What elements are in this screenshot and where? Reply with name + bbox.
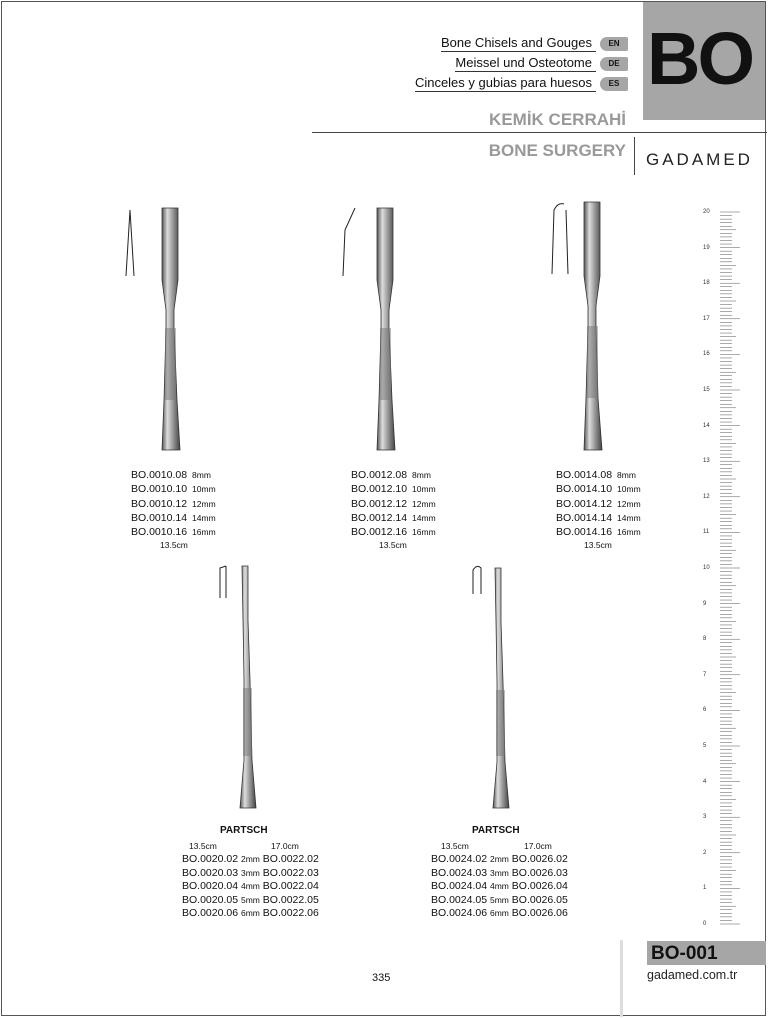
product-size: 4mm [489,881,509,892]
product-list-gouge [556,468,641,539]
section-code: BO [647,17,752,100]
product-code: BO.0014.10 [556,483,613,496]
product-row [131,482,216,496]
product-row [351,468,436,482]
product-list-chisel-straight [131,468,216,539]
product-row [431,867,568,881]
product-code: BO.0010.16 [131,526,188,539]
ruler-label: 6 [703,707,707,714]
product-row [556,497,641,511]
product-row [131,497,216,511]
column-length-1: 13.5cm [441,841,469,851]
product-size: 14mm [412,512,436,523]
product-size: 16mm [192,527,216,538]
ruler-label: 10 [703,565,710,571]
product-code: BO.0012.16 [351,526,408,539]
ruler-label: 11 [703,529,710,536]
product-code: BO.0012.08 [351,469,408,481]
title-de: Meissel und Osteotome [455,55,596,72]
product-size: 10mm [412,484,436,495]
column-length-2: 17.0cm [524,841,552,851]
product-size: 10mm [617,484,641,495]
product-code: BO.0010.12 [131,497,188,510]
product-code: BO.0022.06 [262,907,319,920]
lang-tag-de: DE [600,57,628,71]
ruler-label: 20 [703,209,710,215]
partsch-gouge-illustration [465,562,525,817]
category-turkish: KEMİK CERRAHİ [489,110,626,129]
product-row [556,511,641,525]
ruler-label: 19 [703,244,710,251]
product-code: BO.0026.05 [511,893,568,906]
product-row [182,894,319,908]
product-code: BO.0020.02 [182,853,239,865]
website-link[interactable]: gadamed.com.tr [647,968,738,982]
product-size: 10mm [192,484,216,495]
product-code: BO.0026.06 [511,907,568,920]
product-code: BO.0014.14 [556,511,613,524]
ruler-label: 5 [703,743,707,749]
product-code: BO.0022.02 [262,853,319,865]
lang-tag-en: EN [600,37,628,51]
product-code: BO.0024.05 [431,893,488,906]
product-row [131,468,216,482]
product-code: BO.0012.10 [351,483,408,496]
title-en: Bone Chisels and Gouges [441,35,596,52]
ruler-label: 12 [703,493,710,500]
product-size: 14mm [617,512,641,523]
product-row [182,907,319,921]
product-row [556,482,641,496]
product-size: 6mm [489,908,509,919]
product-row [351,497,436,511]
product-row [182,867,319,881]
product-code: BO.0026.04 [511,880,568,893]
product-size: 3mm [240,867,260,878]
product-row [131,511,216,525]
product-code: BO.0026.02 [511,853,568,865]
product-row [556,468,641,482]
measurement-ruler [703,206,740,930]
product-size: 5mm [240,894,260,905]
product-size: 16mm [412,527,436,538]
ruler-label: 0 [703,921,707,927]
ruler-label: 9 [703,600,707,607]
ruler-label: 7 [703,671,707,678]
product-code: BO.0024.03 [431,866,488,879]
product-code: BO.0010.08 [131,469,188,481]
product-row [431,894,568,908]
product-size: 8mm [192,470,211,480]
brand-divider [634,137,635,175]
ruler-label: 4 [703,778,707,785]
product-row [182,880,319,894]
ruler-label: 16 [703,351,710,358]
ruler-label: 17 [703,315,710,322]
product-row [351,511,436,525]
product-code: BO.0020.06 [182,907,239,920]
product-length: 13.5cm [160,540,188,550]
ruler-ticks [710,206,740,930]
product-size: 2mm [489,854,509,864]
product-name: PARTSCH [472,825,520,836]
catalog-code: BO-001 [647,941,766,965]
product-size: 2mm [240,854,260,864]
ruler-label: 1 [703,885,707,892]
product-size: 5mm [489,894,509,905]
product-name: PARTSCH [220,825,268,836]
product-code: BO.0012.12 [351,497,408,510]
ruler-label: 14 [703,422,710,429]
product-size: 6mm [240,908,260,919]
product-code: BO.0014.08 [556,469,613,481]
title-de-row [455,55,628,72]
ruler-label: 13 [703,458,710,465]
product-size: 16mm [617,527,641,538]
lang-tag-es: ES [600,77,628,91]
product-size: 14mm [192,512,216,523]
product-code: BO.0024.04 [431,880,488,893]
ruler-label: 3 [703,814,707,821]
product-size: 3mm [489,867,509,878]
product-size: 12mm [192,498,216,509]
product-row [431,907,568,921]
ruler-label: 8 [703,636,707,643]
product-length: 13.5cm [379,540,407,550]
product-length: 13.5cm [584,540,612,550]
product-code: BO.0014.12 [556,497,613,510]
product-code: BO.0022.04 [262,880,319,893]
product-row [431,853,568,867]
title-es-row [415,75,628,92]
ruler-label: 15 [703,387,710,393]
product-size: 8mm [412,470,431,480]
product-list-partsch-gouge [431,853,568,921]
product-list-chisel-angled [351,468,436,539]
brand-logo: GADAMED [646,150,753,169]
product-code: BO.0026.03 [511,866,568,879]
product-code: BO.0020.03 [182,866,239,879]
product-row [131,525,216,539]
product-row [351,482,436,496]
product-code: BO.0010.10 [131,483,188,496]
title-es: Cinceles y gubias para huesos [415,75,596,92]
title-en-row [441,35,628,52]
product-code: BO.0012.14 [351,511,408,524]
product-row [431,880,568,894]
product-row [556,525,641,539]
ruler-label: 2 [703,849,707,856]
product-code: BO.0022.05 [262,893,319,906]
column-length-2: 17.0cm [271,841,299,851]
product-code: BO.0024.06 [431,907,488,920]
product-size: 8mm [617,470,636,480]
footer-divider [620,940,623,1017]
gouge-illustration [540,198,620,458]
product-list-partsch-chisel [182,853,319,921]
product-size: 12mm [412,498,436,509]
category-english: BONE SURGERY [488,141,626,160]
ruler-label: 18 [703,280,710,287]
product-size: 12mm [617,498,641,509]
chisel-angled-illustration [335,200,415,460]
partsch-chisel-illustration [210,560,270,815]
product-row [351,525,436,539]
chisel-straight-illustration [120,200,200,460]
product-code: BO.0014.16 [556,526,613,539]
product-code: BO.0020.05 [182,893,239,906]
product-code: BO.0010.14 [131,511,188,524]
page-number: 335 [372,972,391,984]
product-code: BO.0024.02 [431,853,488,865]
product-row [182,853,319,867]
column-length-1: 13.5cm [189,841,217,851]
product-code: BO.0022.03 [262,866,319,879]
product-code: BO.0020.04 [182,880,239,893]
header-divider [312,132,767,133]
product-size: 4mm [240,881,260,892]
